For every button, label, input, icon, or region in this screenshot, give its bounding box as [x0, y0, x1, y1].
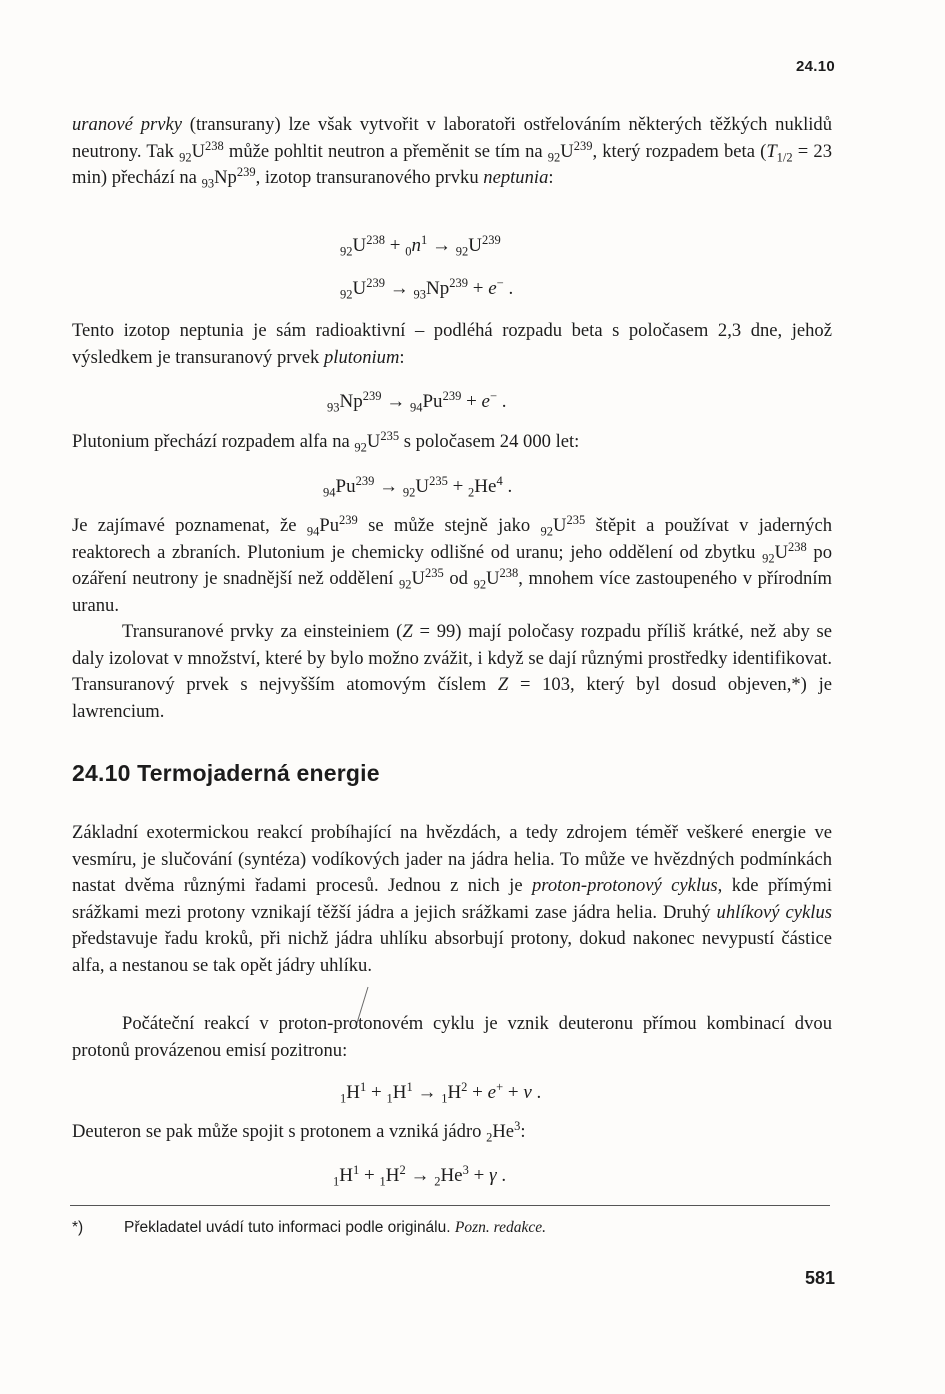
term-italic: uranové prvky — [72, 114, 183, 135]
paragraph-helium3: Deuteron se pak může spojit s protonem a vzniká jádro $_2He^3$: — [72, 1119, 526, 1145]
equation-proton-proton: $_1H^1 + _1H^1 \to _1H^2 + e^+ + \nu$ . — [340, 1080, 542, 1106]
equation-np239-beta-decay: $_{93}Np^{239} \to _{94}Pu^{239} + e^-$ . — [327, 389, 507, 415]
footnote-rule — [70, 1205, 830, 1206]
paragraph-neptunium: Tento izotop neptunia je sám radioaktivní – podléhá rozpadu beta s poločasem 2,3 dne, jehož výsledkem je transuranový prvek plutonium: — [72, 320, 832, 368]
paragraph-plutonium-fission: Je zajímavé poznamenat, že $_{94}Pu^{239}$ se může stejně jako $_{92}U^{235}$ štěpit a používat v jaderných reaktorech a zbraních. Plutonium je chemicky odlišné od uranu; jeho oddělení od zbytku $_{92}U^{238}$ po ozáření neutrony je snadnější než oddělení $_{92}U^{235}$ od $_{92}U^{238}$, mnohem více zastoupeného v přírodním uranu. — [72, 513, 832, 616]
footnote-text: Překladatel uvádí tuto informaci podle originálu. — [124, 1219, 455, 1236]
paragraph-deuteron: Počáteční reakcí v proton-protonovém cyklu je vznik deuteronu přímou kombinací dvou protonů provázenou emisí pozitronu: — [72, 1013, 832, 1061]
equation-pu239-alpha-decay: $_{94}Pu^{239} \to _{92}U^{235} + _2He^4$ . — [323, 474, 513, 500]
section-heading: 24.10 Termojaderná energie — [72, 760, 380, 786]
equation-u239-beta-decay: $_{92}U^{239} \to _{93}Np^{239} + e^-$ . — [340, 276, 514, 302]
paragraph-einsteinium: Transuranové prvky za einsteiniem (Z = 99) mají poločasy rozpadu příliš krátké, než aby se daly izolovat v množství, které by bylo možno zvážit, i když se dají různými prostředky identifikovat. Transuranový prvek s nejvyšším atomovým číslem Z = 103, který byl dosud objeven,*) je lawrencium. — [72, 621, 833, 722]
paragraph-transuranium: uranové prvky (transurany) lze však vytvořit v laboratoři ostřelováním některých těžkých nuklidů neutrony. Tak $_{92}U^{238}$ může pohltit neutron a přeměnit se tím na $_{92}U^{239}$, který rozpadem beta ($T_{1/2} = 23$ min) přechází na $_{93}Np^{239}$, izotop transuranového prvku neptunia: — [72, 114, 832, 191]
paragraph-fusion-intro: Základní exotermickou reakcí probíhající na hvězdách, a tedy zdrojem téměř veškeré energie ve vesmíru, je slučování (syntéza) vodíkových jader na jádra helia. To může ve hvězdných podmínkách nastat dvěma různými řadami procesů. Jednou z nich je proton-protonový cyklus, kde přímými srážkami mezi protony vznikají těžší jádra a jejich srážkami zase jádra helia. Druhý uhlíkový cyklus představuje řadu kroků, při nichž jádra uhlíku absorbují protony, dokud nakonec nevypustí částice alfa, a nestanou se tak opět jádry uhlíku. — [72, 822, 833, 976]
footnote-note: Pozn. redakce. — [454, 1219, 546, 1236]
footnote — [72, 1219, 546, 1237]
running-head: 24.10 — [795, 58, 835, 75]
page-number: 581 — [804, 1268, 835, 1288]
paragraph-plutonium-alpha: Plutonium přechází rozpadem alfa na $_{92}U^{235}$ s poločasem 24 000 let: — [72, 429, 580, 455]
footnote-mark: *) — [72, 1219, 84, 1236]
equation-deuteron-capture: $_1H^1 + _1H^2 \to _2He^3 + \gamma$ . — [333, 1163, 507, 1189]
equation-u238-neutron-capture: $_{92}U^{238} + _0n^1 \to _{92}U^{239}$ — [340, 233, 501, 259]
